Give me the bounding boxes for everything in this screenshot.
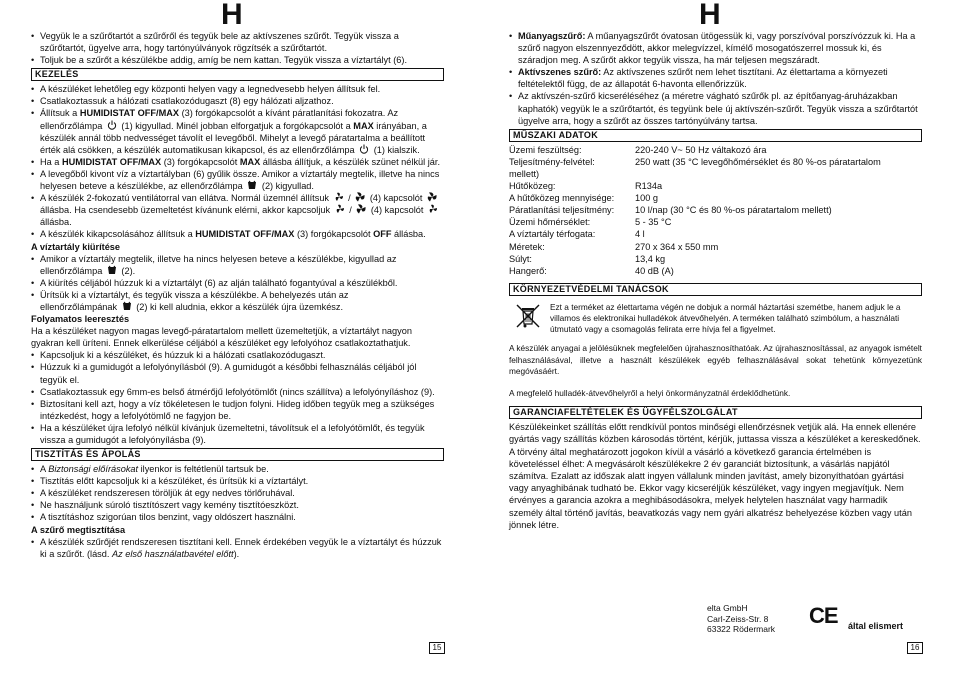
text: (3) forgókapcsolót [161,156,240,167]
text: Ürítsük ki a víztartályt, és tegyük vissza a készülékbe. A behelyezés után az [40,289,349,300]
list-item: • Csatlakoztassuk egy 6mm-es belső átmérőjű lefolyótömlőt (nincs szállítva) a lefolyónyíláshoz (9). [31,386,444,398]
env-block [509,302,922,336]
spec-value: 100 g [635,193,658,204]
text: A készülék kikapcsolásához állítsuk a [40,229,196,240]
guarantee-text: Készülékeinket szállítás előtt rendkívül pontos minőségi ellenőrzésnek vetjük alá. Ha ennek ellenére gyártás vagy szállítás közben károsodás történt, kérjük, juttassa vissza a készüléket a kereskedőnek. A törvény által meghatározott jogokon kívül a vásárló a következő garancia értelmében is követeléssel élhet: A megvásárolt készülékekre 2 év garanciát biztosítunk, a vásárlás napjától számítva. Ezalatt az időszak alatt ingyen vállalunk minden javítást, amely bizonyíthatóan gyártási vagy anyaghibának tudható be. Ekkor vagy kicseréljük készüléket, vagy ingyen megjavítjuk. Nem érvényes a garancia azokra a meghibásodásokra, melyek helytelen használat vagy harmadik személy által történő javítás, beavatkozás vagy nem gyári alkatrész behelyezése közben vagy után jönnek létre. [509,422,921,530]
text: (4) kapcsolót [368,205,427,216]
text: Ha a [40,156,62,167]
text: / [345,193,354,204]
list-item: • Kapcsoljuk ki a készüléket, és húzzuk ki a hálózati csatlakozódugaszt. [31,349,444,361]
spec-value: 4 l [635,229,645,240]
text: A [40,464,49,475]
table-row [509,216,922,228]
fan-high-icon [355,192,365,202]
text: Amikor a víztartály megtelik, illetve ha nincs helyesen beteve a készülékbe, kigyullad az ellenőrzőlámpa [40,253,397,276]
subheading-folyamatos: Folyamatos leeresztés [31,314,130,325]
list-item [31,192,444,228]
table-row [509,241,922,253]
spec-table [509,144,922,277]
text: (1) kigyullad. Minél jobban elforgatjuk a forgókapcsolót a [118,120,354,131]
list-item: • Ne használjunk súroló tisztítószert vagy kemény tisztítóeszközt. [31,499,444,511]
table-row [509,228,922,240]
table-row [509,192,922,204]
spec-value: 5 - 35 °C [635,217,672,228]
spec-value: 13,4 kg [635,253,666,264]
table-row [509,156,922,168]
list-item: • Csatlakoztassuk a hálózati csatlakozódugaszt (8) egy hálózati aljzathoz. [31,95,444,107]
spec-value [635,168,922,180]
spec-key: Méretek: [509,241,545,252]
list-item: • Az aktívszén-szűrő kicseréléséhez (a méretre vágható szűrők pl. az építőanyag-áruházakban kaphatók) vegyük le a szűrőtartót, és tegyünk bele új aktívszén-szűrőt. Tegyük vissza a szűrőtartót ügyelve arra, hogy a szűrőt az összes tartónyúlvány tartsa. [509,90,922,126]
text: ilyenkor is feltétlenül tartsuk be. [138,464,269,475]
list-item: • A készüléket rendszeresen töröljük át egy nedves törlőruhával. [31,487,444,499]
right-page [509,0,922,531]
text: irányában, a készülék annál több nedvességet távolít el levegőből. Mihelyt a levegő páratartalma a beállított érték alá csökken, a készülék automatikusan kikapcsol, és az ellenőrzőlámpa [40,120,427,155]
list-item: • Biztosítani kell azt, hogy a víz tökéletesen le tudjon folyni. Hideg időben tegyük meg a szükséges intézkedést, hogy a lefolyótömlő ne fagyjon be. [31,398,444,422]
text: (4) kapcsolót [367,193,425,204]
text: HUMIDISTAT OFF/MAX [79,108,180,119]
text: A készülék 2-fokozatú ventilátorral van ellátva. Normál üzemnél állítsuk [40,193,332,204]
spec-value: 250 watt (35 °C levegőhőmérséklet és 80 %-os páratartalom [635,156,881,167]
power-indicator-icon [359,144,369,154]
text: állásba állítjuk, a készülék szünet nélkül jár. [260,156,440,167]
list-item: • A tisztításhoz szigorúan tilos benzint, vagy oldószert használni. [31,511,444,523]
section-heading-muszaki: MŰSZAKI ADATOK [509,129,922,142]
crossed-out-wheelie-bin-icon [514,302,542,330]
spec-key: Páratlanítási teljesítmény: [509,205,615,216]
table-row [509,204,922,216]
subheading-uritese: A víztartály kiürítése [31,241,121,252]
text: OFF [373,229,392,240]
list-item [31,253,444,277]
list-item: • Tisztítás előtt kapcsoljuk ki a készüléket, és ürítsük ki a víztartályt. [31,475,444,487]
text: ). [233,548,240,559]
left-page [31,0,444,560]
text: (2). [118,265,136,276]
spec-key: A hűtőközeg mennyisége: [509,193,615,204]
water-tank-full-icon [122,301,132,311]
approved-label: által elismert [848,621,904,631]
section-heading-tisztitas: TISZTÍTÁS ÉS ÁPOLÁS [31,448,444,461]
folyamatos-list [31,349,444,446]
tisztitas-list [31,463,444,523]
address-line: 63322 Rödermark [707,624,776,634]
paragraph: Ha a készüléket nagyon magas levegő-páratartalom mellett üzemeltetjük, a víztartályt nagyon gyakran kell üríteni. Ennek elkerülése céljából a készüléket egy lefolyóhoz csatlakoztathatjuk. [31,326,412,349]
szuro-list [31,536,444,560]
text: HUMIDISTAT OFF/MAX [195,229,295,240]
table-row [509,168,922,180]
text: MAX [353,120,374,131]
list-item [31,228,444,240]
kezeles-list [31,83,444,240]
spec-value: 10 l/nap (30 °C és 80 %-os páratartalom mellett) [635,205,832,216]
table-row [509,265,922,277]
table-row [509,180,922,192]
spec-key: Üzemi hőmérséklet: [509,217,591,228]
page-number: 15 [429,642,445,654]
table-row [509,144,922,156]
section-heading-kezeles: KEZELÉS [31,68,444,81]
text: állásba. [391,229,426,240]
language-header: H [221,0,243,31]
power-indicator-icon [107,120,117,130]
manufacturer-address [707,603,775,635]
text: Az első használatbavétel előtt [112,548,234,559]
intro-bullets [31,30,444,66]
address-line: Carl-Zeiss-Str. 8 [707,613,769,624]
spec-key: Teljesítmény-felvétel: [509,156,595,167]
text: ellenőrzőlámpának [40,301,120,312]
spec-key: mellett) [509,168,540,179]
text: / [346,205,355,216]
text: A műanyagszűrőt óvatosan ütögessük ki, vagy porszívóval porszívózzuk ki. Ha a szűrő nagyon elszennyeződött, akkor melegvízzel, kímélő mosogatószerrel mossuk ki, és száradjon meg. A szűrőt akkor tegyük vissza, ha már teljesen megszáradt. [518,31,916,66]
list-item [31,463,444,475]
text: A levegőből kivont víz a víztartályban (6) gyűlik össze. Amikor a víztartály megtelik, illetve ha nincs helyesen beteve a készülékbe, az ellenőrzőlámpa [40,168,440,192]
section-heading-kornyezet: KÖRNYEZETVÉDELMI TANÁCSOK [509,283,922,296]
list-item: • Ha a készüléket újra lefolyó nélkül kívánjuk üzemeltetni, távolítsuk el a lefolyótömlőt, és tegyük vissza a gumidugót a lefolyónyílásba (9). [31,422,444,446]
text: (1) kialszik. [371,144,420,155]
spec-key: Hangerő: [509,265,547,276]
water-tank-full-icon [107,265,117,275]
list-item: • Vegyük le a szűrőtartót a szűrőről és tegyük bele az aktívszenes szűrőt. Tegyük vissza a szűrőtartót, ügyelve arra, hogy tartónyúlványok rögzítsék a szűrőtartót. [31,30,444,54]
text: Műanyagszűrő: [518,31,586,41]
env-paragraph: A megfelelő hulladék-átvevőhelyről a helyi önkormányzatnál érdeklődhetünk. [509,388,791,398]
uritese-list [31,253,444,313]
text: (3) forgókapcsolót [294,229,374,240]
text: HUMIDISTAT OFF/MAX [61,156,162,167]
fan-low-icon [334,192,344,202]
fan-low-icon [428,204,438,214]
spec-value: 220-240 V~ 50 Hz váltakozó ára [635,144,767,155]
list-item [31,156,444,168]
text: (3) forgókapcsolót a kívánt páratlanítási fokozatra. Az ellenőrzőlámpa [40,108,399,131]
spec-key: A víztartály térfogata: [509,229,596,240]
section-heading-garancia: GARANCIAFELTÉTELEK ÉS ÜGYFÉLSZOLGÁLAT [509,406,922,419]
list-item [31,168,444,192]
filter-list [509,30,922,127]
text: A készülék szűrőjét rendszeresen tisztítani kell. Ennek érdekében vegyük le a víztartályt és húzzuk ki a szűrőt. (lásd. [40,536,442,559]
text: Állítsuk a [40,108,80,119]
text: állásba. Ha csendesebb üzemeltetést kívánunk elérni, akkor kapcsoljuk [40,205,333,216]
text: (2) ki kell aludnia, ekkor a készülék újra üzemkész. [133,301,344,312]
env-paragraph: Ezt a terméket az élettartama végén ne dobjuk a normál háztartási szemétbe, hanem adjuk le a villamos és elektronikai hulladékok átvevőhelyén. A terméken található szimbólum, a használati útmutató vagy a csomagolás felirata erre hívja fel a figyelmet. [550,301,901,335]
list-item [31,536,444,560]
water-tank-full-icon [247,180,257,190]
text: (2) kigyullad. [259,181,314,192]
ce-mark-icon: CE [809,603,838,628]
spec-key: Hűtőközeg: [509,181,556,192]
list-item [31,289,444,313]
list-item: • A készüléket lehetőleg egy központi helyen vagy a legnedvesebb helyen állítsuk fel. [31,83,444,95]
spec-value: 270 x 364 x 550 mm [635,241,719,252]
spec-value: R134a [635,181,663,192]
text: állásba. [40,217,72,228]
list-item [509,30,922,66]
list-item: • Húzzuk ki a gumidugót a lefolyónyílásból (9). A gumidugót a későbbi felhasználás céljából jól tegyük el. [31,361,444,385]
language-header: H [699,0,721,31]
subheading-szuro: A szűrő megtisztítása [31,524,126,535]
list-item: • A kiürítés céljából húzzuk ki a víztartályt (6) az alján található fogantyúval a készülékből. [31,277,444,289]
text: Aktívszenes szűrő: [518,67,602,78]
list-item [509,66,922,90]
text: MAX [239,156,261,167]
address-line: elta GmbH [707,603,748,613]
spec-key: Üzemi feszültség: [509,144,582,155]
list-item: • Toljuk be a szűrőt a készülékbe addig, amíg be nem kattan. Tegyük vissza a víztartályt (6). [31,54,444,66]
text: Az aktívszenes szűrőt nem lehet tisztítani. Az élettartama a környezeti feltételektől függ, de az állapotát 6-havonta ellenőrizzük. [518,67,888,90]
list-item [31,107,444,155]
spec-value: 40 dB (A) [635,265,674,276]
fan-high-icon [356,204,366,214]
env-paragraph: A készülék anyagai a jelölésüknek megfelelően újrahasznosíthatóak. Az újrahasznosítással, az anyagok ismételt felhasználásával, illetve a használt készülékek egyéb felhasználásával sokat tehetünk környezetünk megóvásáért. [509,343,922,376]
page-number: 16 [907,642,923,654]
fan-low-icon [335,204,345,214]
table-row [509,253,922,265]
text: Biztonsági előírásokat [48,464,139,475]
fan-high-icon [427,192,437,202]
spec-key: Súlyt: [509,253,532,264]
